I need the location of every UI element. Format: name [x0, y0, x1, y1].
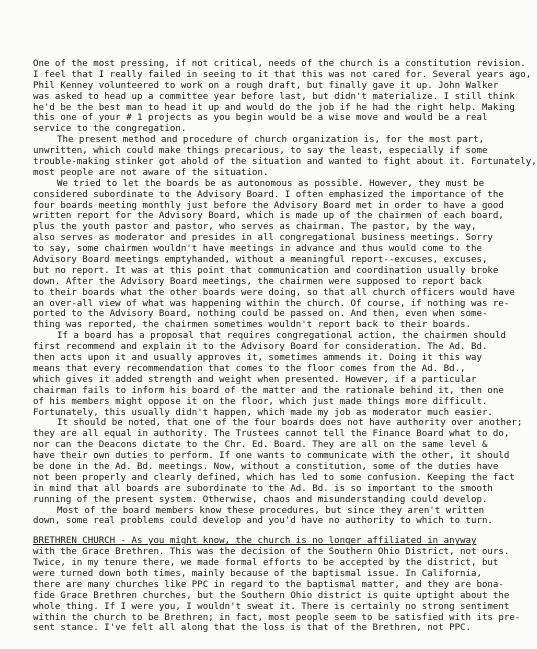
section-gap [33, 527, 476, 536]
text-line: which gives it added strength and weight when presented. However, if a particular [33, 374, 477, 385]
text-line: most people are not aware of the situation. [33, 167, 269, 178]
text-line: thing was reported, the chairmen sometimes wouldn't report back to their boards. [33, 320, 471, 331]
text-line: also serves as moderator and presides in all congregational business meetings. Sorry [33, 233, 493, 244]
text-line: trouble-making stinker got ahold of the situation and wanted to fight about it. Fortunately, [33, 157, 537, 168]
text-line: not been properly and clearly defined, which has led to some confusion. Keeping the fact [33, 472, 515, 483]
text-line: sent stance. I've felt all along that the loss is that of the Brethren, not PPC. [33, 623, 471, 634]
text-line: an over-all view of what was happening within the church. Of course, if nothing was re- [33, 298, 510, 309]
text-line: then acts upon it and usually approves it, sometimes ammends it. Doing it this way [33, 353, 482, 364]
text-line: service to the congregation. [33, 124, 187, 135]
text-line: down, some real problems could develop and you'd have no authority to which to turn. [33, 516, 493, 527]
text-line: were turned down both times, mainly because of the baptismal issue. In California, [33, 568, 482, 579]
text-line: running of the present system. Otherwise, chaos and misunderstanding could develop. [33, 494, 488, 505]
text-line: whole thing. If I were you, I wouldn't sweat it. There is certainly no strong sentiment [33, 601, 510, 612]
text-line: to their boards what the other boards were doing, so that all church officers would have [33, 287, 515, 298]
text-line: Phil Kenney volunteered to work on a rough draft, but finally gave it up. John Walker [33, 80, 499, 91]
text-line: in mind that all boards are subordinate to the Ad. Bd. is so important to the smooth [33, 483, 493, 494]
text-line: I feel that I really failed in seeing to it that this was not cared for. Several years ago, [33, 69, 532, 80]
text-line: was asked to head up a committee year before last, but didn't materialize. I still think [33, 91, 515, 102]
text-line: of his members might oppose it on the floor, which just made things more difficult. [33, 396, 488, 407]
text-line: unwritten, which could make things precarious, to say the least, especially if some [33, 146, 488, 157]
text-line: he'd be the best man to head it up and would do the job if he had the right help. Making [33, 102, 515, 113]
text-line: down. After the Advisory Board meetings, the chairmen were supposed to report back [33, 276, 482, 287]
text-line: have their own duties to perform. If one wants to communicate with the other, it should [33, 451, 510, 462]
text-line: written report for the Advisory Board, which is made up of the chairmen of each board, [33, 211, 504, 222]
text-line: The present method and procedure of church organization is, for the most part, [57, 135, 485, 146]
text-line: Twice, in my tenure there, we made formal efforts to be accepted by the district, but [33, 558, 499, 569]
text-line: nor can the Deacons dictate to the Chr. Ed. Board. They are all on the same level & [33, 440, 488, 451]
section-heading-line: BRETHREN CHURCH - As you might know, the church is no longer affiliated in anyway [33, 536, 477, 547]
text-line: first recommend and explain it to the Advisory Board for consideration. The Ad. Bd. [33, 342, 488, 353]
text-line: there are many churches like PPC in regard to the baptismal matter, and they are bona- [33, 579, 504, 590]
text-line: with the Grace Brethren. This was the decision of the Southern Ohio District, not ours. [33, 547, 510, 558]
text-line: four boards meeting monthly just before the Advisory Board met in order to have a good [33, 200, 504, 211]
text-line: It should be noted, that one of the four boards does not have authority over another; [57, 418, 523, 429]
text-line: chairman fails to inform his board of the matter and the rationale behind it, then one [33, 385, 504, 396]
text-line: One of the most pressing, if not critical, needs of the church is a constitution revision. [33, 59, 526, 69]
text-line: If a board has a proposal that requires congregational action, the chairmen should [57, 331, 506, 342]
text-line: to say, some chairmen wouldn't have meetings in advance and thus would come to the [33, 244, 482, 255]
text-line: Most of the board members know these procedures, but since they aren't written [57, 505, 485, 516]
text-line: ported to the Advisory Board, nothing could be passed on. And then, even when some- [33, 309, 488, 320]
text-line: this one of your # 1 projects as you begin would be a wise move and would be a real [33, 113, 488, 124]
text-line: means that every recommendation that comes to the floor comes from the Ad. Bd., [33, 363, 466, 374]
text-line: fide Grace Brethren churches, but the Southern Ohio district is quite uptight about the [33, 590, 510, 601]
text-line: We tried to let the boards be as autonomous as possible. However, they must be [57, 178, 485, 189]
text-line: they are all equal in authority. The Trustees cannot tell the Finance Board what to do, [33, 429, 510, 440]
text-line: Advisory Board meetings emptyhanded, without a meaningful report--excuses, excuses, [33, 255, 488, 266]
constitution-section [33, 59, 537, 527]
text-line: plus the youth pastor and pastor, who serves as chairman. The pastor, by the way, [33, 222, 477, 233]
text-line: Fortunately, this usually didn't happen, which made my job as moderator much easier. [33, 407, 493, 418]
text-line: within the church to be Brethren; in fact, most people seem to be satisfied with its pre- [33, 612, 521, 623]
text-line: but no report. It was at this point that communication and coordination usually broke [33, 265, 499, 276]
brethren-church-section [33, 536, 521, 634]
text-line: considered subordinate to the Advisory Board. I often emphasized the importance of the [33, 189, 504, 200]
text-line: be done in the Ad. Bd. meetings. Now, without a constitution, some of the duties have [33, 461, 499, 472]
